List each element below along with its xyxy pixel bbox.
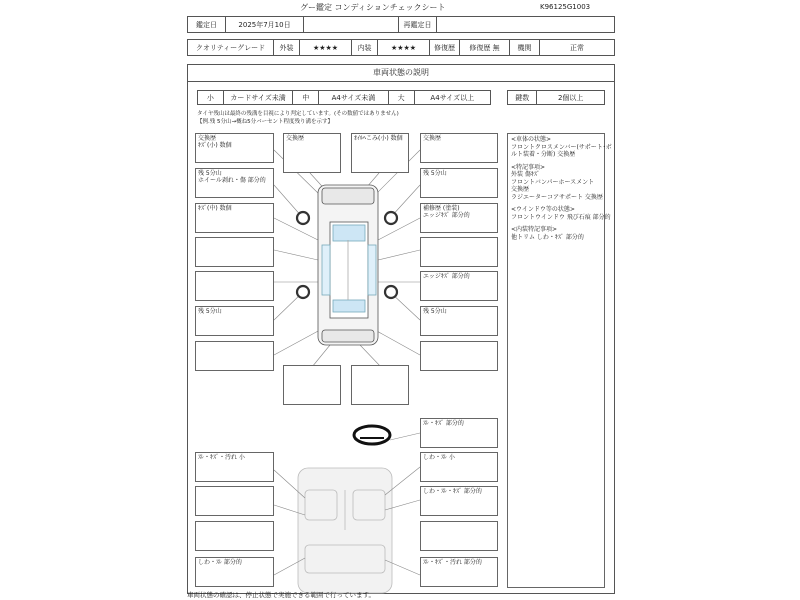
damage-box-center-4 bbox=[283, 365, 341, 405]
legend-medium: 中 bbox=[293, 91, 319, 104]
interior-box-right-2: しわ・ｽﾚ 小 bbox=[420, 452, 498, 482]
damage-box-right-5: エッジｷｽﾞ 部分的 bbox=[420, 271, 498, 301]
damage-box-right-1: 交換歴 bbox=[420, 133, 498, 163]
mechanical-label: 機関 bbox=[510, 40, 540, 55]
damage-box-right-2: 残 5分山 bbox=[420, 168, 498, 198]
tire-note-line2: 【例.残 5分山→概ね5分バーセント程度残り溝を示す】 bbox=[197, 119, 333, 125]
damage-box-center-5 bbox=[351, 365, 409, 405]
body-condition-line: ルト装着・分断) 交換歴 bbox=[511, 151, 576, 158]
repair-history-value: 修復歴 無 bbox=[460, 40, 510, 55]
interior-box-right-4 bbox=[420, 521, 498, 551]
damage-box-right-6: 残 5分山 bbox=[420, 306, 498, 336]
damage-box-center-2: ｵｲﾙﾍこみ(小) 数個 bbox=[351, 133, 409, 173]
interior-box-left-2 bbox=[195, 486, 274, 516]
sheet-title: グー鑑定 コンディションチェックシート bbox=[300, 3, 446, 12]
damage-box-left-3: ｷｽﾞ(中) 数個 bbox=[195, 203, 274, 233]
damage-box-right-3: 補修歴 (塗装) エッジｷｽﾞ 部分的 bbox=[420, 203, 498, 233]
section-title: 車両状態の説明 bbox=[187, 64, 615, 82]
reappraisal-date-label: 再鑑定日 bbox=[399, 17, 437, 32]
legend-medium-desc: A4サイズ未満 bbox=[319, 91, 389, 104]
special-items-title: <特記事項> bbox=[511, 163, 546, 171]
appraisal-date-value: 2025年7月10日 bbox=[226, 17, 304, 32]
body-condition-title: <車体の状態> bbox=[511, 136, 552, 143]
damage-box-left-4 bbox=[195, 237, 274, 267]
interior-notes-line: 他トリム しわ・ｷｽﾞ 部分的 bbox=[511, 233, 584, 241]
exterior-stars: ★★★★ bbox=[300, 40, 352, 55]
interior-box-right-5: ｽﾚ・ｷｽﾞ・汚れ 部分的 bbox=[420, 557, 498, 587]
quality-grade-label: クオリティーグレード bbox=[188, 40, 274, 55]
interior-notes-title: <内装特記事項> bbox=[511, 226, 558, 233]
interior-box-right-1: ｽﾚ・ｷｽﾞ 部分的 bbox=[420, 418, 498, 448]
damage-box-left-5 bbox=[195, 271, 274, 301]
legend-small-desc: カードサイズ未満 bbox=[224, 91, 294, 104]
appraisal-date-label: 鑑定日 bbox=[188, 17, 226, 32]
window-condition-title: <ウインドウ等の状態> bbox=[511, 206, 575, 213]
footer-note: 車両状態の確認は、停止状態で実施できる範囲で行っています。 bbox=[187, 591, 375, 599]
damage-box-left-1: 交換歴 ｷｽﾞ(小) 数個 bbox=[195, 133, 274, 163]
damage-box-right-4 bbox=[420, 237, 498, 267]
interior-label: 内装 bbox=[352, 40, 378, 55]
damage-box-left-6: 残 5分山 bbox=[195, 306, 274, 336]
body-condition-line: フロントクロスメンバー(サポート･ボ bbox=[511, 143, 612, 151]
special-items-line: 外装 傷ｷｽﾞ bbox=[511, 171, 540, 178]
key-count-value: 2個以上 bbox=[557, 93, 584, 102]
legend-large: 大 bbox=[389, 91, 415, 104]
legend-small: 小 bbox=[198, 91, 224, 104]
special-items-line: 交換歴 bbox=[511, 186, 530, 193]
interior-box-left-1: ｽﾚ・ｷｽﾞ・汚れ 小 bbox=[195, 452, 274, 482]
mechanical-value: 正常 bbox=[570, 43, 584, 52]
sheet-id: K96125G1003 bbox=[540, 3, 591, 11]
repair-history-label: 修復歴 bbox=[430, 40, 460, 55]
interior-box-left-4: しわ・ｽﾚ 部分的 bbox=[195, 557, 274, 587]
key-count-label: 鍵数 bbox=[508, 91, 537, 104]
special-items-line: フロントバンパーホースメント bbox=[511, 178, 595, 186]
steering-wheel-icon bbox=[354, 426, 390, 444]
interior-top-view bbox=[298, 468, 392, 593]
special-notes-panel bbox=[507, 133, 612, 588]
interior-box-right-3: しわ・ｽﾚ・ｷｽﾞ 部分的 bbox=[420, 486, 498, 516]
damage-box-center-1: 交換歴 bbox=[283, 133, 341, 173]
car-top-view bbox=[318, 185, 378, 345]
legend-large-desc: A4サイズ以上 bbox=[430, 93, 475, 102]
damage-box-left-2: 残 5分山 ホイール剥れ・傷 部分的 bbox=[195, 168, 274, 198]
exterior-label: 外装 bbox=[274, 40, 300, 55]
damage-box-left-7 bbox=[195, 341, 274, 371]
special-items-line: ラジエーターコアサポート 交換歴 bbox=[511, 193, 603, 201]
tire-note-line1: タイヤ残山は最終の残溝を目視により判定しています。(その数値ではありません) bbox=[197, 111, 399, 117]
window-condition-line: フロントウインドウ 飛び石痕 部分的 bbox=[511, 213, 611, 221]
interior-stars: ★★★★ bbox=[378, 40, 430, 55]
interior-box-left-3 bbox=[195, 521, 274, 551]
damage-box-right-7 bbox=[420, 341, 498, 371]
